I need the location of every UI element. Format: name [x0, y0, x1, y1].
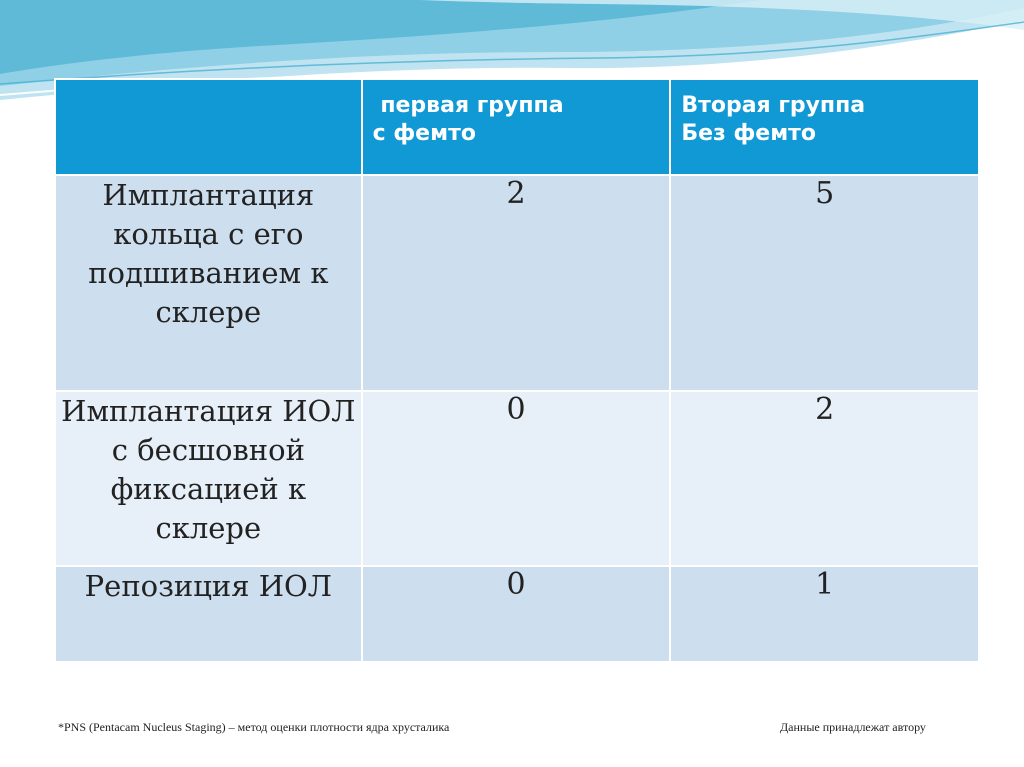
- copyright-note: Данные принадлежат автору: [780, 720, 926, 734]
- row-label: Имплантация кольца с его подшиванием к склере: [55, 175, 362, 391]
- table-row: [55, 391, 979, 566]
- header-group2-line1: Вторая группа: [681, 93, 866, 118]
- row-label: Репозиция ИОЛ: [55, 566, 362, 662]
- row-label: Имплантация ИОЛ с бесшовной фиксацией к склере: [55, 391, 362, 566]
- table-header-row: [55, 79, 979, 175]
- table-row: [55, 566, 979, 662]
- header-empty-cell: [55, 79, 362, 175]
- header-group2-line2: Без фемто: [681, 121, 817, 146]
- footnote: *PNS (Pentacam Nucleus Staging) – метод оценки плотности ядра хрусталика: [58, 720, 450, 734]
- comparison-table: [54, 78, 980, 663]
- header-group1: [362, 79, 671, 175]
- header-group1-line2: с фемто: [372, 121, 476, 146]
- header-group2: [670, 79, 979, 175]
- row-group2-value: 1: [670, 566, 979, 662]
- header-group1-line1: первая группа: [372, 93, 564, 118]
- row-group1-value: 0: [362, 391, 671, 566]
- table-row: [55, 175, 979, 391]
- row-group1-value: 2: [362, 175, 671, 391]
- row-group1-value: 0: [362, 566, 671, 662]
- row-group2-value: 2: [670, 391, 979, 566]
- row-group2-value: 5: [670, 175, 979, 391]
